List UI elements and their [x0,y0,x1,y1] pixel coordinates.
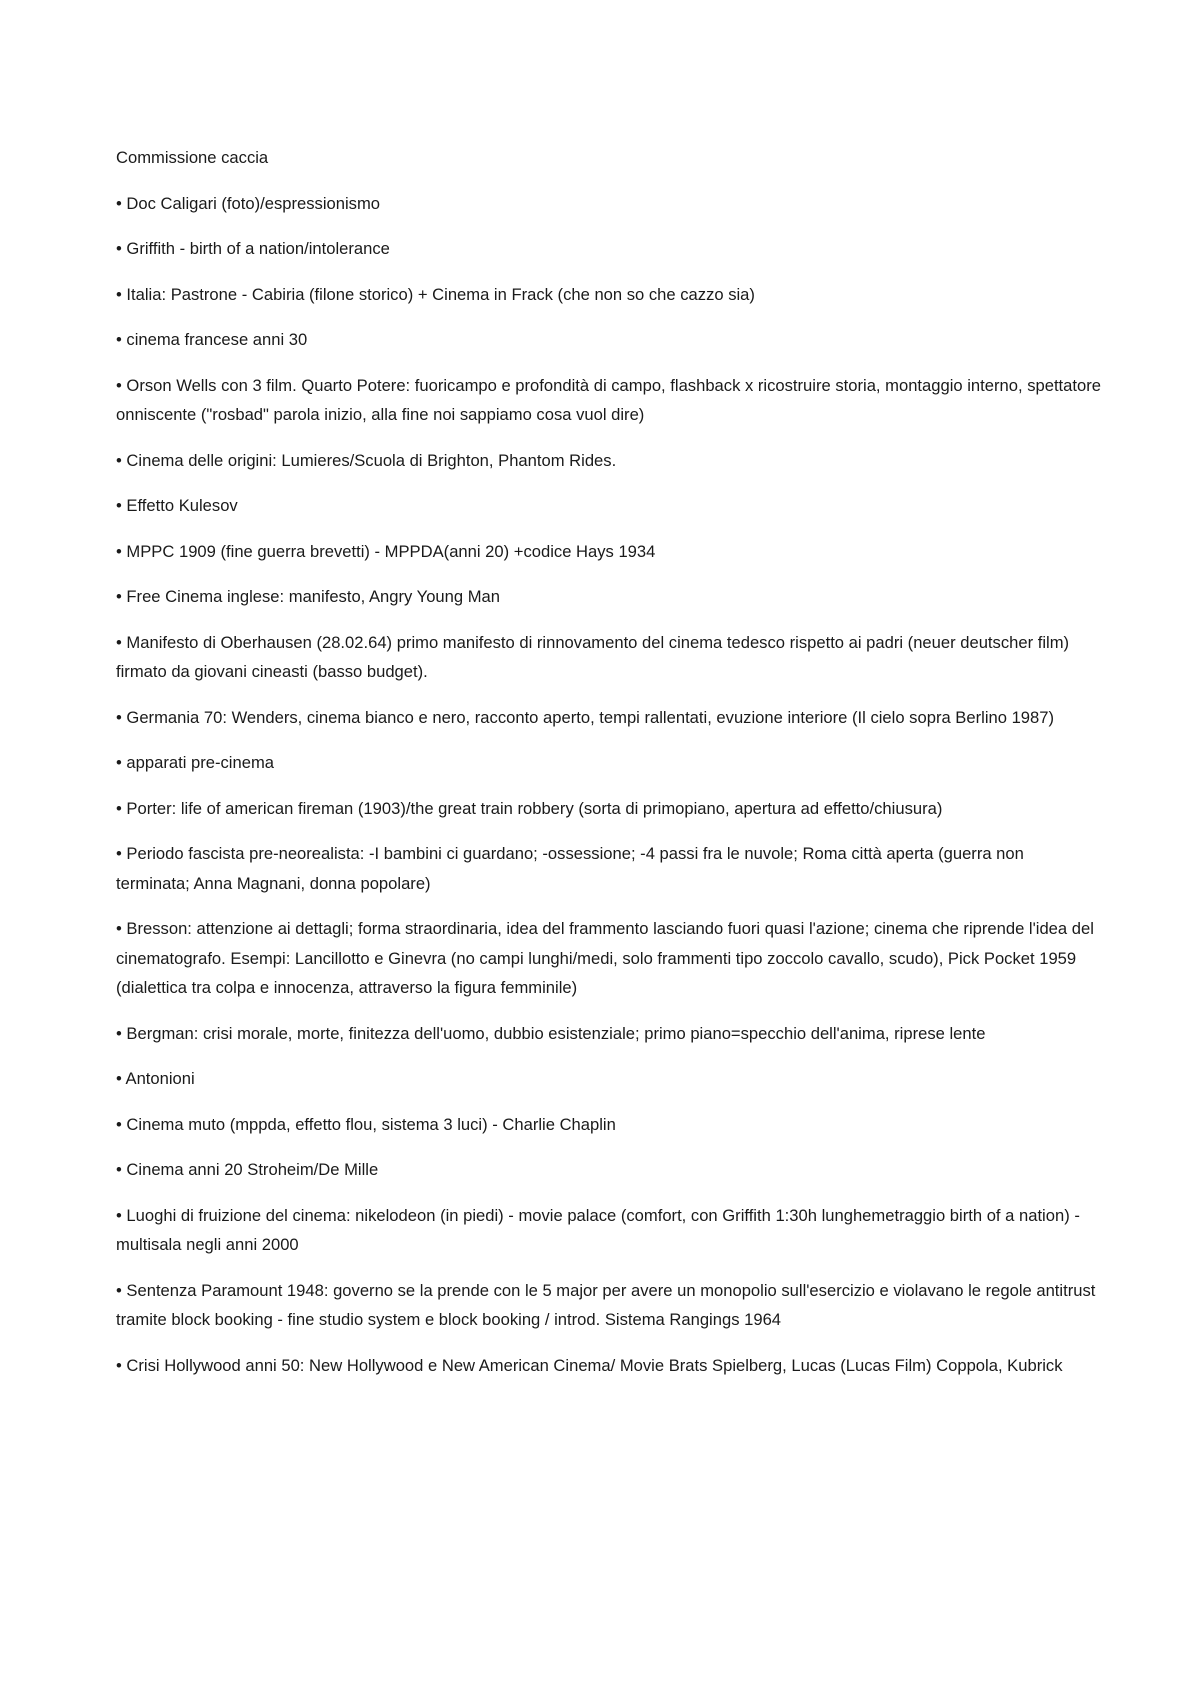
list-item: • Manifesto di Oberhausen (28.02.64) primo manifesto di rinnovamento del cinema tedesco rispetto ai padri (neuer deutscher film) firmato da giovani cineasti (basso budget). [116,632,1070,681]
list-item: • Orson Wells con 3 film. Quarto Potere: fuoricampo e profondità di campo, flashback x ricostruire storia, montaggio interno, spettatore onniscente ("rosbad" parola inizio, alla fine noi sappiamo cosa vuol dire) [116,375,1101,424]
list-item: • Free Cinema inglese: manifesto, Angry Young Man [116,587,500,606]
document-body [116,143,1101,1396]
list-item: • Germania 70: Wenders, cinema bianco e nero, racconto aperto, tempi rallentati, evuzione interiore (Il cielo sopra Berlino 1987) [116,707,1055,727]
list-item: • Periodo fascista pre-neorealista: -I bambini ci guardano; -ossessione; -4 passi fra le nuvole; Roma città aperta (guerra non terminata; Anna Magnani, donna popolare) [116,844,1024,893]
list-item: • Bergman: crisi morale, morte, finitezza dell'uomo, dubbio esistenziale; primo piano=specchio dell'anima, riprese lente [116,1023,986,1043]
document-title: Commissione caccia [116,148,269,167]
list-item: • Effetto Kulesov [116,496,238,515]
list-item: • Bresson: attenzione ai dettagli; forma straordinaria, idea del frammento lasciando fuori quasi l'azione; cinema che riprende l'idea del cinematografo. Esempi: Lancillotto e Ginevra (no campi lunghi/medi, solo frammenti tipo zoccolo cavallo, scudo), Pick Pocket 1959 (dialettica tra colpa e innocenza, attraverso la figura femminile) [116,919,1094,997]
list-item: • Crisi Hollywood anni 50: New Hollywood e New American Cinema/ Movie Brats Spielberg, Lucas (Lucas Film) Coppola, Kubrick [116,1355,1063,1375]
list-item: • Griffith - birth of a nation/intolerance [116,239,390,258]
list-item: • MPPC 1909 (fine guerra brevetti) - MPPDA(anni 20) +codice Hays 1934 [116,541,656,561]
list-item: • Cinema anni 20 Stroheim/De Mille [116,1160,379,1179]
list-item: • Antonioni [116,1069,195,1088]
list-item: • Porter: life of american fireman (1903)/the great train robbery (sorta di primopiano, apertura ad effetto/chiusura) [116,798,943,818]
list-item: • Luoghi di fruizione del cinema: nikelodeon (in piedi) - movie palace (comfort, con Griffith 1:30h lunghemetraggio birth of a nation) - multisala negli anni 2000 [116,1205,1080,1254]
list-item: • Cinema muto (mppda, effetto flou, sistema 3 luci) - Charlie Chaplin [116,1114,616,1134]
list-item: • Doc Caligari (foto)/espressionismo [116,193,381,213]
list-item: • Italia: Pastrone - Cabiria (filone storico) + Cinema in Frack (che non so che cazzo sia) [116,284,755,304]
list-item: • Sentenza Paramount 1948: governo se la prende con le 5 major per avere un monopolio sull'esercizio e violavano le regole antitrust tramite block booking - fine studio system e block booking / introd. Sistema Rangings 1964 [116,1280,1096,1329]
list-item: • Cinema delle origini: Lumieres/Scuola di Brighton, Phantom Rides. [116,450,617,470]
list-item: • cinema francese anni 30 [116,330,308,349]
list-item: • apparati pre-cinema [116,753,274,772]
